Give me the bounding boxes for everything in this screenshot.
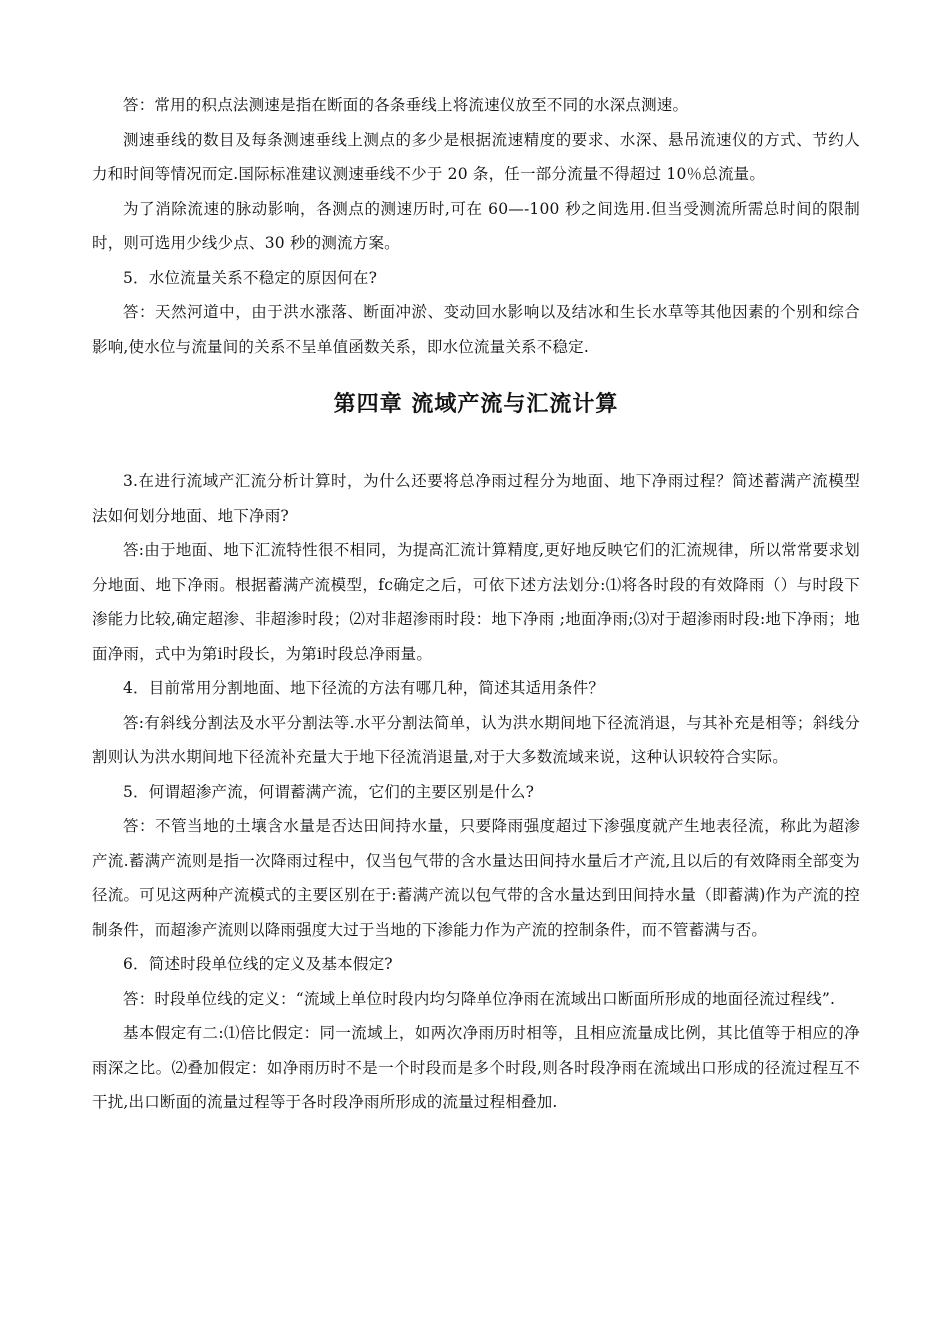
question-paragraph: 5．水位流量关系不稳定的原因何在? <box>123 268 378 287</box>
answer-paragraph: 答：常用的积点法测速是指在断面的各条垂线上将流速仪放至不同的水深点测速。 <box>123 96 689 114</box>
answer-paragraph: 测速垂线的数目及每条测速垂线上测点的多少是根据流速精度的要求、水深、悬吊流速仪的方式、节约人力和时间等情况而定.国际标准建议测速垂线不少于 20 条，任一部分流量不得超过 10％总流量。 <box>92 130 860 183</box>
answer-paragraph: 答:由于地面、地下汇流特性很不相同，为提高汇流计算精度,更好地反映它们的汇流规律，所以常常要求划分地面、地下净雨。根据蓄满产流模型，fc确定之后，可依下述方法划分:⑴将各时段的有效降雨（）与时段下渗能力比较,确定超渗、非超渗时段；⑵对非超渗雨时段：地下净雨 ;地面净雨;⑶对于超渗雨时段:地下净雨；地面净雨，式中为第i时段长，为第i时段总净雨量。 <box>92 541 860 663</box>
question-paragraph: 4．目前常用分割地面、地下径流的方法有哪几种，简述其适用条件？ <box>123 679 605 697</box>
answer-paragraph: 基本假定有二:⑴倍比假定：同一流域上，如两次净雨历时相等，且相应流量成比例，其比值等于相应的净雨深之比。⑵叠加假定：如净雨历时不是一个时段而是多个时段,则各时段净雨在流域出口形成的径流过程互不干扰,出口断面的流量过程等于各时段净雨所形成的流量过程相叠加. <box>92 1024 860 1111</box>
question-paragraph: 6．简述时段单位线的定义及基本假定? <box>123 955 393 973</box>
answer-paragraph: 答：不管当地的土壤含水量是否达田间持水量，只要降雨强度超过下渗强度就产生地表径流，称此为超渗产流.蓄满产流则是指一次降雨过程中，仅当包气带的含水量达田间持水量后才产流,且以后的有效降雨全部变为径流。可见这两种产流模式的主要区别在于:蓄满产流以包气带的含水量达到田间持水量（即蓄满)作为产流的控制条件，而超渗产流则以降雨强度大过于当地的下渗能力作为产流的控制条件，而不管蓄满与否。 <box>92 817 860 939</box>
question-paragraph: 5．何谓超渗产流，何谓蓄满产流，它们的主要区别是什么? <box>123 782 535 801</box>
answer-paragraph: 为了消除流速的脉动影响，各测点的测速历时,可在 60—-100 秒之间选用.但当受测流所需总时间的限制时，则可选用少线少点、30 秒的测流方案。 <box>92 199 860 252</box>
answer-paragraph: 答：天然河道中，由于洪水涨落、断面冲淤、变动回水影响以及结冰和生长水草等其他因素的个别和综合影响,使水位与流量间的关系不呈单值函数关系，即水位流量关系不稳定. <box>92 303 860 356</box>
chapter-title: 第四章 流域产流与汇流计算 <box>333 392 619 417</box>
answer-paragraph: 答:有斜线分割法及水平分割法等.水平分割法简单，认为洪水期间地下径流消退，与其补充是相等；斜线分割则认为洪水期间地下径流补充量大于地下径流消退量,对于大多数流域来说，这种认识较符合实际。 <box>92 713 860 766</box>
answer-paragraph: 答：时段单位线的定义：“流域上单位时段内均匀降单位净雨在流域出口断面所形成的地面径流过程线”. <box>123 989 836 1008</box>
question-paragraph: 3.在进行流域产汇流分析计算时，为什么还要将总净雨过程分为地面、地下净雨过程？简述蓄满产流模型法如何划分地面、地下净雨? <box>92 472 860 525</box>
